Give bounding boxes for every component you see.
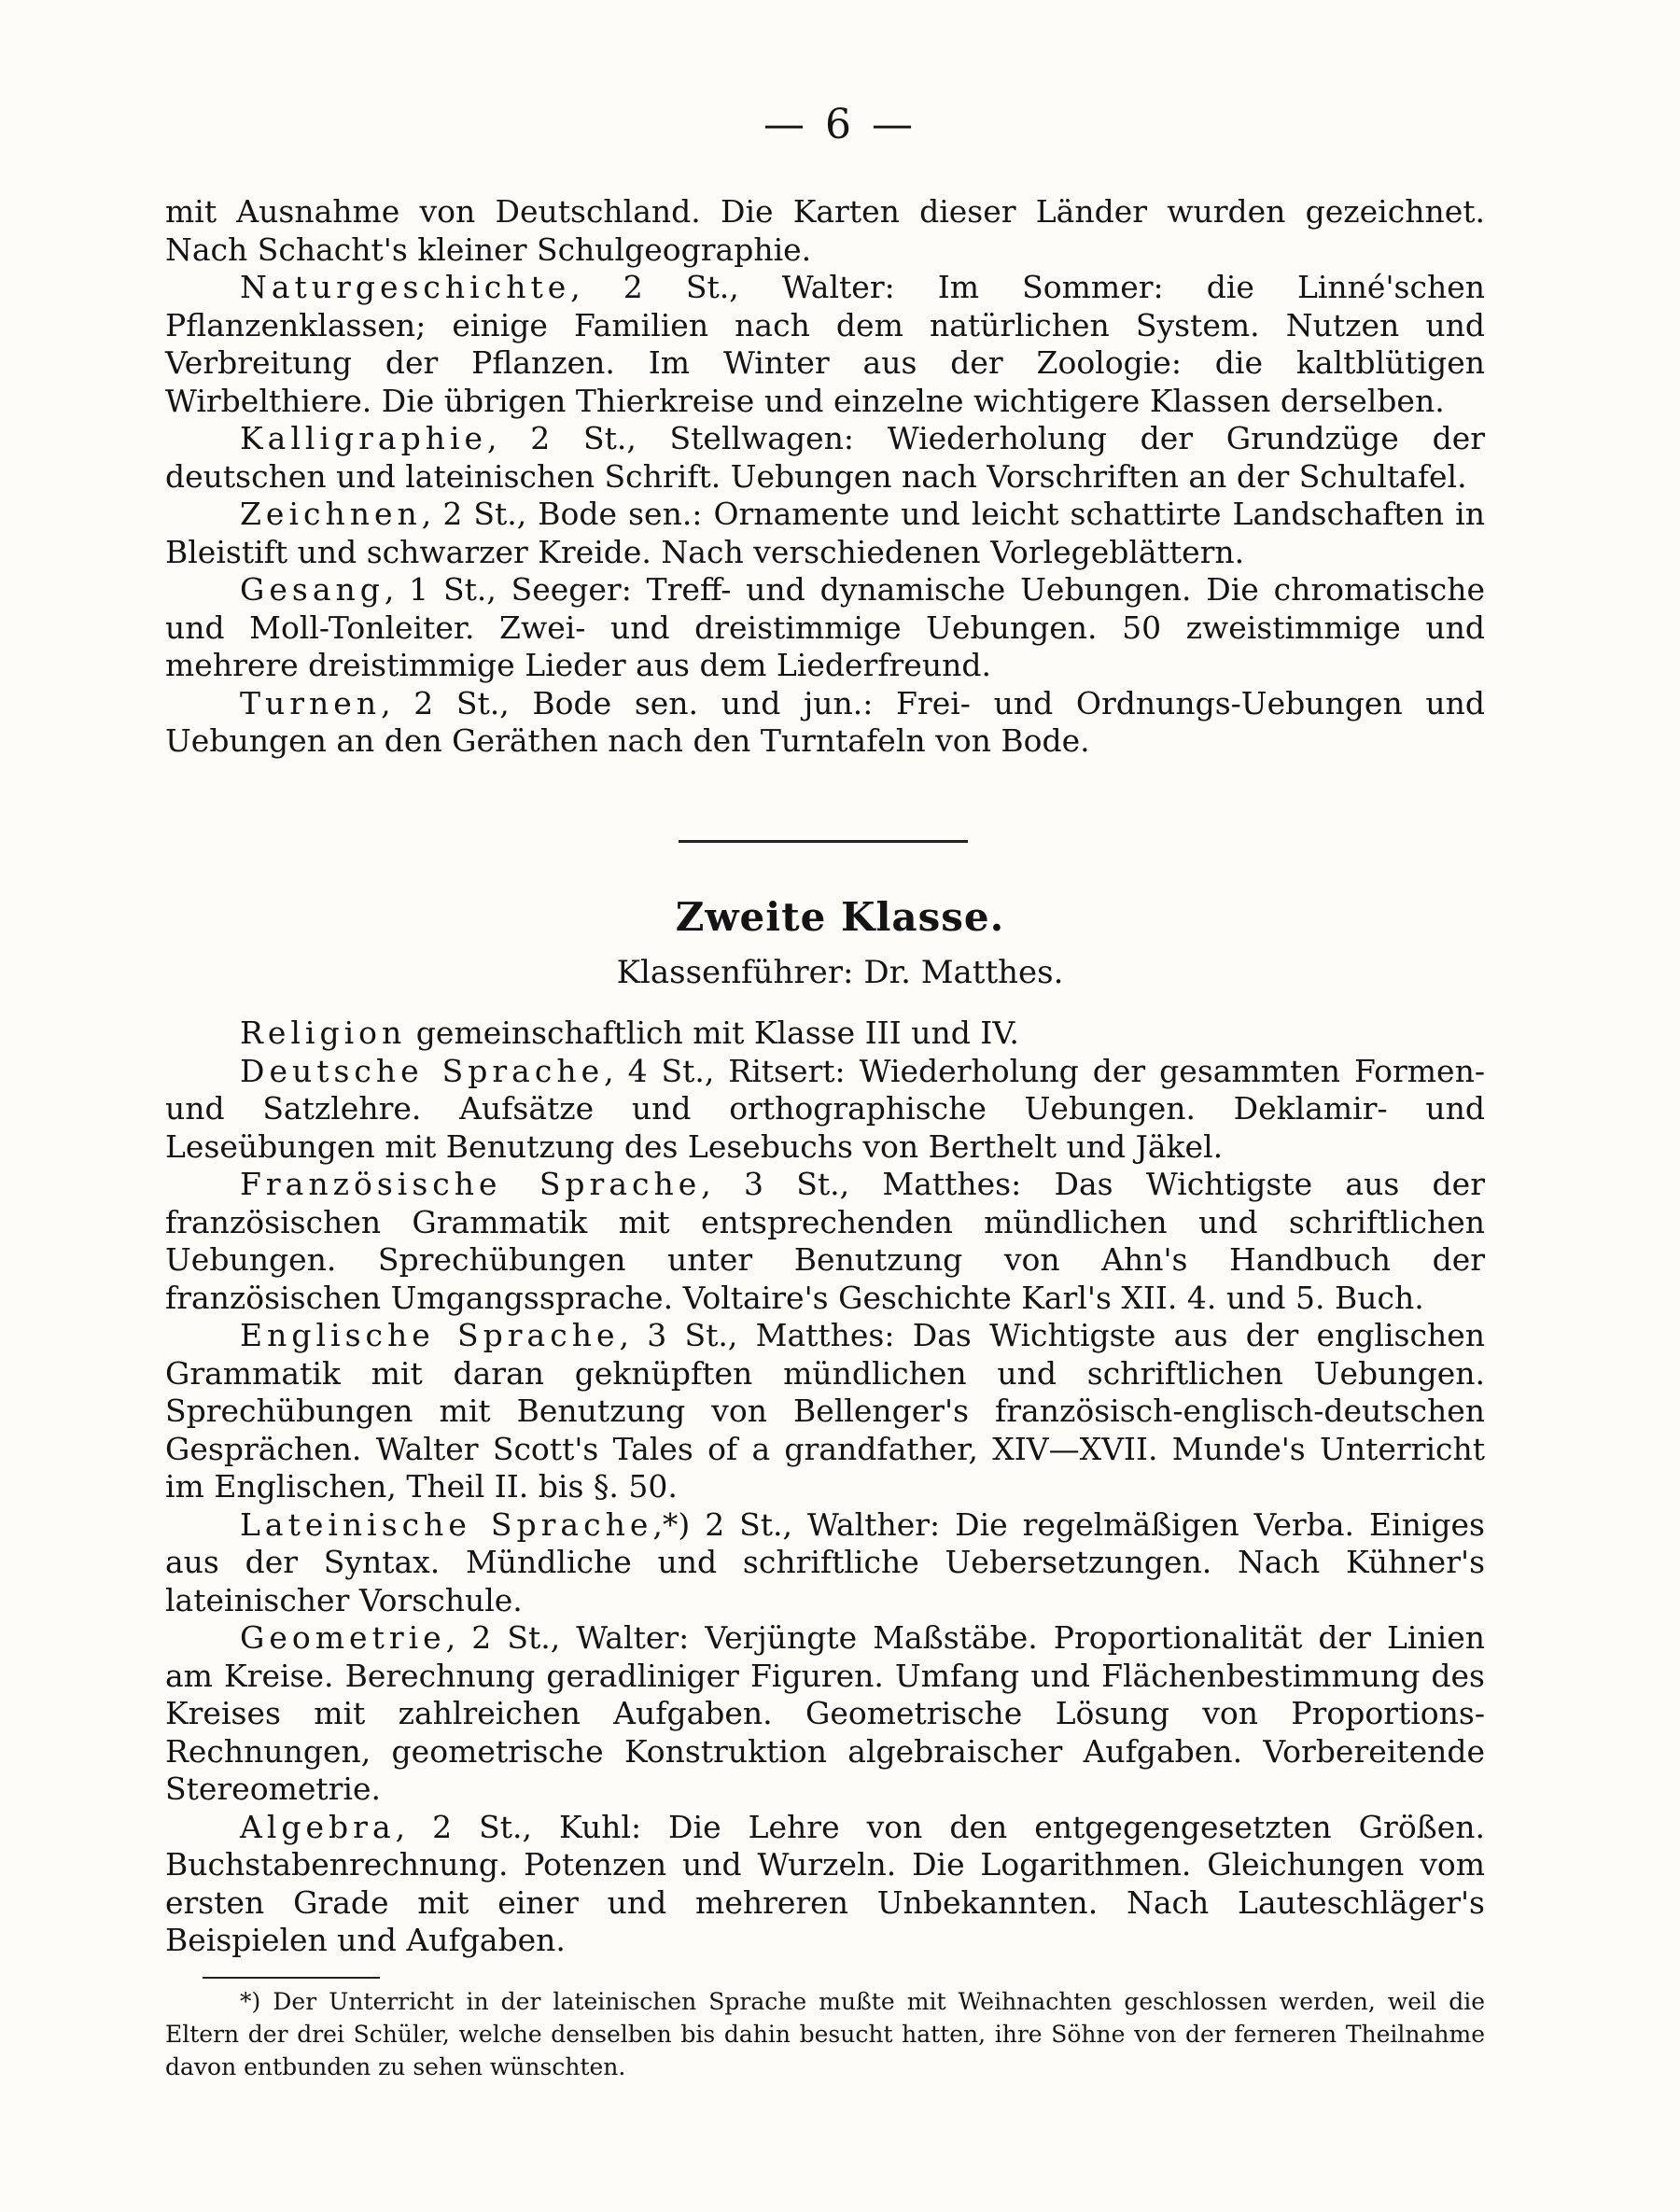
paragraph-turnen: Turnen, 2 St., Bode sen. und jun.: Frei- und Ordnungs-Uebungen und Uebungen an den Geräthen nach den Turntafeln von Bode. <box>165 684 1485 759</box>
paragraph-gesang: Gesang, 1 St., Seeger: Treff- und dynamische Uebungen. Die chromatische und Moll-Tonleiter. Zwei- und dreistimmige Uebungen. 50 zweistimmige und mehrere dreistimmige Lieder aus dem Liederfreund. <box>165 571 1485 683</box>
subject-heading: Geometrie <box>240 1619 446 1656</box>
page-number: — 6 — <box>763 101 917 148</box>
subject-heading: Englische Sprache <box>240 1317 620 1353</box>
subject-heading: Französische Sprache <box>240 1166 702 1202</box>
subject-heading: Religion <box>240 1015 407 1051</box>
bottom-section <box>165 1015 1485 1960</box>
class-leader: Klassenführer: Dr. Matthes. <box>616 954 1064 991</box>
paragraph-kalligraphie: Kalligraphie, 2 St., Stellwagen: Wiederholung der Grundzüge der deutschen und lateinischen Schrift. Uebungen nach Vorschriften an der Schultafel. <box>165 420 1485 495</box>
paragraph-religion: Religion gemeinschaftlich mit Klasse III und IV. <box>240 1015 1019 1051</box>
section-divider <box>679 840 968 843</box>
paragraph-zeichnen: Zeichnen, 2 St., Bode sen.: Ornamente und leicht schattirte Landschaften in Bleistift und schwarzer Kreide. Nach verschiedenen Vorlegeblättern. <box>165 496 1485 570</box>
subject-heading: Gesang <box>240 571 385 608</box>
section-title: Zweite Klasse. <box>675 894 1005 940</box>
paragraph-deutsche-sprache: Deutsche Sprache, 4 St., Ritsert: Wiederholung der gesammten Formen- und Satzlehre. Aufsätze und orthographische Uebungen. Deklamir- und Leseübungen mit Benutzung des Lesebuchs von Berthelt und Jäkel. <box>165 1052 1485 1165</box>
paragraph-englische-sprache: Englische Sprache, 3 St., Matthes: Das Wichtigste aus der englischen Grammatik mit daran geknüpften mündlichen und schriftlichen Uebungen. Sprechübungen mit Benutzung von Bellenger's französisch-englisch-deutschen Gesprächen. Walter Scott's Tales of a grandfather, XIV—XVII. Munde's Unterricht im Englischen, Theil II. bis §. 50. <box>165 1317 1485 1505</box>
footnote <box>165 1985 1485 2083</box>
footnote-text: *) Der Unterricht in der lateinischen Sprache mußte mit Weihnachten geschlossen werden, weil die Eltern der drei Schüler, welche denselben bis dahin besucht hatten, ihre Söhne von der ferneren Theilnahme davon entbunden zu sehen wünschten. <box>165 1988 1485 2080</box>
subject-heading: Turnen <box>240 684 382 721</box>
paragraph-geometrie: Geometrie, 2 St., Walter: Verjüngte Maßstäbe. Proportionalität der Linien am Kreise. Berechnung geradliniger Figuren. Umfang und Flächenbestimmung des Kreises mit zahlreichen Aufgaben. Geometrische Lösung von Proportions-Rechnungen, geometrische Konstruktion algebraischer Aufgaben. Vorbereitende Stereometrie. <box>165 1619 1485 1807</box>
subject-heading: Zeichnen <box>240 496 422 532</box>
paragraph-continuation: mit Ausnahme von Deutschland. Die Karten dieser Länder wurden gezeichnet. Nach Schacht's kleiner Schulgeographie. <box>165 193 1485 268</box>
subject-heading: Algebra <box>240 1808 396 1845</box>
subject-heading: Lateinische Sprache <box>240 1505 653 1543</box>
footnote-divider <box>203 1977 380 1979</box>
paragraph-franzoesische-sprache: Französische Sprache, 3 St., Matthes: Das Wichtigste aus der französischen Grammatik mit entsprechenden mündlichen und schriftlichen Uebungen. Sprechübungen unter Benutzung von Ahn's Handbuch der französischen Umgangssprache. Voltaire's Geschichte Karl's XII. 4. und 5. Buch. <box>165 1166 1485 1316</box>
paragraph-lateinische-sprache: Lateinische Sprache,*) 2 St., Walther: Die regelmäßigen Verba. Einiges aus der Syntax. Mündliche und schriftliche Uebersetzungen. Nach Kühner's lateinischer Vorschule. <box>165 1505 1485 1618</box>
subject-heading: Deutsche Sprache <box>240 1052 605 1089</box>
subject-heading: Naturgeschichte <box>240 269 571 305</box>
top-section <box>165 193 1485 761</box>
paragraph-algebra: Algebra, 2 St., Kuhl: Die Lehre von den entgegengesetzten Größen. Buchstabenrechnung. Potenzen und Wurzeln. Die Logarithmen. Gleichungen vom ersten Grade mit einer und mehreren Unbekannten. Nach Lauteschläger's Beispielen und Aufgaben. <box>165 1808 1485 1958</box>
subject-heading: Kalligraphie <box>240 420 488 456</box>
paragraph-naturgeschichte: Naturgeschichte, 2 St., Walter: Im Sommer: die Linné'schen Pflanzenklassen; einige Familien nach dem natürlichen System. Nutzen und Verbreitung der Pflanzen. Im Winter aus der Zoologie: die kaltblütigen Wirbelthiere. Die übrigen Thierkreise und einzelne wichtigere Klassen derselben. <box>165 269 1485 419</box>
